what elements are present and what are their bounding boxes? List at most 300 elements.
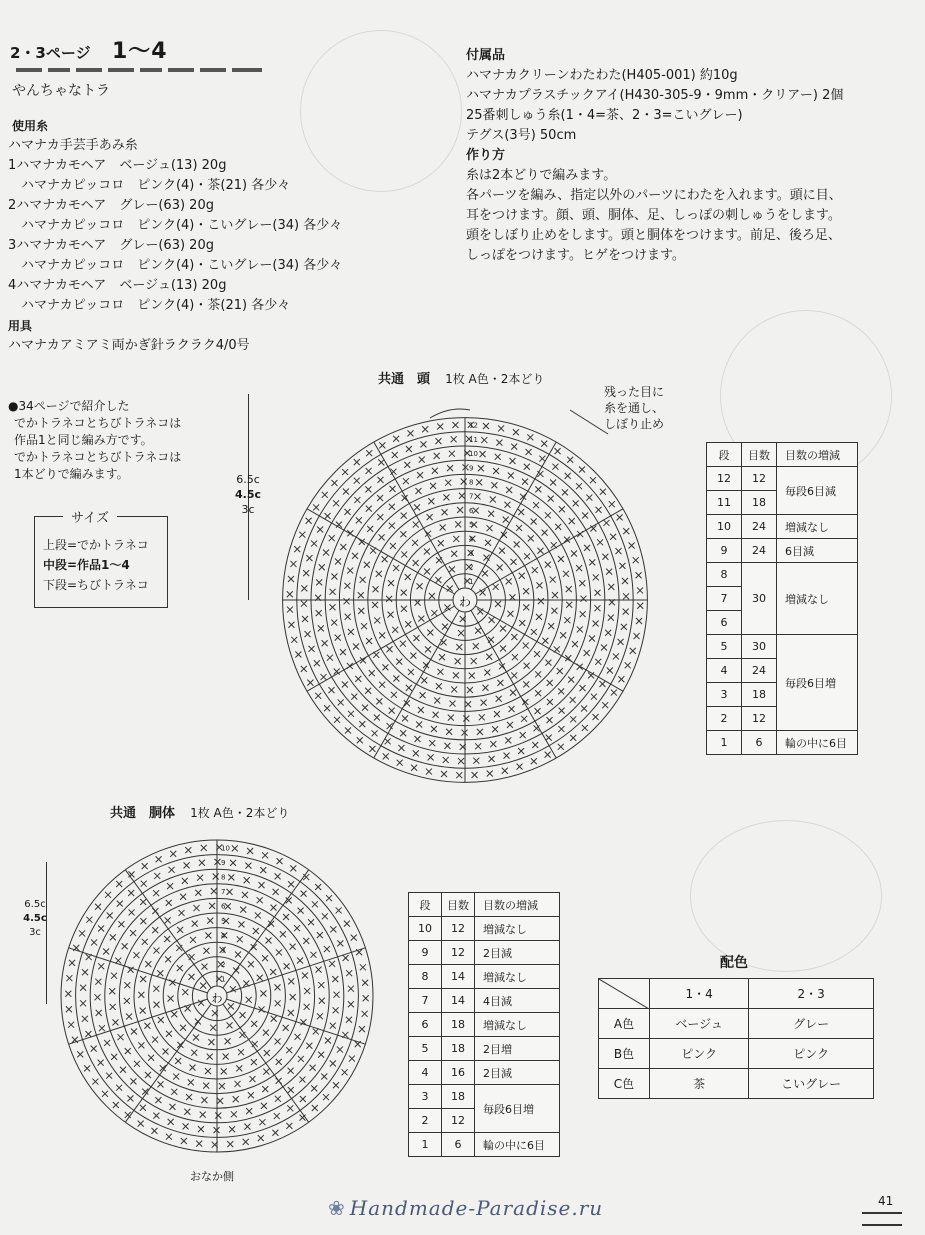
single-crochet-mark — [511, 634, 517, 640]
single-crochet-mark — [332, 976, 338, 982]
single-crochet-mark — [566, 602, 572, 608]
dim-label: 4.5c — [23, 913, 47, 924]
single-crochet-mark — [138, 992, 144, 998]
single-crochet-mark — [266, 938, 272, 944]
single-crochet-mark — [182, 989, 188, 995]
single-crochet-mark — [500, 626, 506, 632]
single-crochet-mark — [528, 535, 534, 541]
single-crochet-mark — [238, 921, 244, 927]
single-crochet-mark — [239, 1032, 245, 1038]
table-header: 段 — [707, 443, 742, 467]
table-cell: 増減なし — [475, 965, 560, 989]
single-crochet-mark — [333, 500, 339, 506]
single-crochet-mark — [570, 735, 576, 741]
single-crochet-mark — [228, 874, 234, 880]
single-crochet-mark — [205, 1068, 211, 1074]
single-crochet-mark — [151, 1128, 157, 1134]
single-crochet-mark — [173, 1074, 179, 1080]
single-crochet-mark — [449, 566, 455, 572]
single-crochet-mark — [317, 932, 323, 938]
single-crochet-mark — [436, 557, 442, 563]
single-crochet-mark — [260, 867, 266, 873]
single-crochet-mark — [366, 468, 372, 474]
single-crochet-mark — [487, 771, 493, 777]
single-crochet-mark — [392, 627, 398, 633]
head-row-table — [706, 442, 858, 755]
table-cell: ベージュ — [650, 1009, 749, 1039]
single-crochet-mark — [576, 565, 582, 571]
single-crochet-mark — [434, 698, 440, 704]
single-crochet-mark — [504, 753, 510, 759]
single-crochet-mark — [496, 440, 502, 446]
single-crochet-mark — [198, 1126, 204, 1132]
single-crochet-mark — [424, 548, 430, 554]
single-crochet-mark — [354, 497, 360, 503]
single-crochet-mark — [611, 690, 617, 696]
row-number-label: 8 — [469, 478, 474, 487]
single-crochet-mark — [118, 1034, 124, 1040]
single-crochet-mark — [406, 685, 412, 691]
single-crochet-mark — [491, 482, 497, 488]
single-crochet-mark — [145, 1072, 151, 1078]
table-header: 2・3 — [749, 979, 874, 1009]
single-crochet-mark — [418, 616, 424, 622]
single-crochet-mark — [552, 592, 558, 598]
row-number-label: 1 — [221, 975, 226, 984]
table-cell: 6 — [409, 1013, 442, 1037]
single-crochet-mark — [552, 464, 558, 470]
table-header: 目数 — [742, 443, 777, 467]
single-crochet-mark — [92, 1079, 98, 1085]
single-crochet-mark — [361, 623, 367, 629]
single-crochet-mark — [531, 758, 537, 764]
single-crochet-mark — [593, 621, 599, 627]
single-crochet-mark — [324, 705, 330, 711]
single-crochet-mark — [511, 672, 517, 678]
row-number-label: 3 — [221, 946, 226, 955]
single-crochet-mark — [276, 1078, 282, 1084]
single-crochet-mark — [534, 651, 540, 657]
single-crochet-mark — [348, 1001, 354, 1007]
body-row-table — [408, 892, 560, 1157]
single-crochet-mark — [356, 517, 362, 523]
single-crochet-mark — [342, 1032, 348, 1038]
single-crochet-mark — [536, 614, 542, 620]
single-crochet-mark — [623, 609, 629, 615]
single-crochet-mark — [459, 493, 465, 499]
single-crochet-mark — [417, 472, 423, 478]
single-crochet-mark — [152, 927, 158, 933]
table-cell: 4 — [409, 1061, 442, 1085]
single-crochet-mark — [366, 450, 372, 456]
single-crochet-mark — [407, 430, 413, 436]
single-crochet-mark — [505, 737, 511, 743]
single-crochet-mark — [527, 434, 533, 440]
single-crochet-mark — [337, 1047, 343, 1053]
single-crochet-mark — [586, 495, 592, 501]
accessories-line: ハマナカプラスチックアイ(H430-305-9・9mm・クリアー) 2個 — [466, 88, 844, 103]
single-crochet-mark — [91, 939, 97, 945]
single-crochet-mark — [313, 504, 319, 510]
single-crochet-mark — [404, 462, 410, 468]
single-crochet-mark — [301, 891, 307, 897]
single-crochet-mark — [106, 1073, 112, 1079]
single-crochet-mark — [79, 930, 85, 936]
table-header: 段 — [409, 893, 442, 917]
single-crochet-mark — [479, 714, 485, 720]
single-crochet-mark — [130, 930, 136, 936]
single-crochet-mark — [558, 556, 564, 562]
single-crochet-mark — [477, 729, 483, 735]
table-cell: 2 — [707, 707, 742, 731]
single-crochet-mark — [299, 532, 305, 538]
single-crochet-mark — [609, 501, 615, 507]
single-crochet-mark — [107, 913, 113, 919]
table-cell: 5 — [707, 635, 742, 659]
single-crochet-mark — [480, 451, 486, 457]
method-heading: 作り方 — [466, 148, 506, 163]
section-line — [475, 606, 623, 691]
single-crochet-mark — [275, 1038, 281, 1044]
single-crochet-mark — [535, 708, 541, 714]
single-crochet-mark — [533, 502, 539, 508]
single-crochet-mark — [538, 598, 544, 604]
single-crochet-mark — [495, 454, 501, 460]
single-crochet-mark — [247, 848, 253, 854]
single-crochet-mark — [329, 604, 335, 610]
single-crochet-mark — [546, 735, 552, 741]
table-cell: 18 — [442, 1037, 475, 1061]
single-crochet-mark — [582, 725, 588, 731]
single-crochet-mark — [294, 925, 300, 931]
single-crochet-mark — [570, 716, 576, 722]
method-line: 糸は2本どりで編みます。 — [466, 168, 617, 183]
single-crochet-mark — [357, 737, 363, 743]
single-crochet-mark — [95, 994, 101, 1000]
materials-line: 3ハマナカモヘア グレー(63) 20g — [8, 238, 214, 253]
single-crochet-mark — [199, 860, 205, 866]
single-crochet-mark — [184, 862, 190, 868]
single-crochet-mark — [126, 1014, 132, 1020]
color-table — [598, 978, 874, 1099]
single-crochet-mark — [295, 652, 301, 658]
single-crochet-mark — [500, 646, 506, 652]
single-crochet-mark — [207, 918, 213, 924]
single-crochet-mark — [431, 610, 437, 616]
single-crochet-mark — [389, 523, 395, 529]
single-crochet-mark — [458, 758, 464, 764]
single-crochet-mark — [405, 621, 411, 627]
row-number-label: 11 — [469, 435, 478, 444]
table-cell: 14 — [442, 965, 475, 989]
single-crochet-mark — [331, 480, 337, 486]
table-cell: 8 — [707, 563, 742, 587]
single-crochet-mark — [429, 593, 435, 599]
table-cell: 18 — [742, 683, 777, 707]
single-crochet-mark — [618, 676, 624, 682]
table-cell: 増減なし — [777, 563, 858, 635]
single-crochet-mark — [167, 883, 173, 889]
single-crochet-mark — [402, 715, 408, 721]
single-crochet-mark — [255, 912, 261, 918]
single-crochet-mark — [413, 560, 419, 566]
single-crochet-mark — [523, 681, 529, 687]
single-crochet-mark — [576, 483, 582, 489]
single-crochet-mark — [175, 1058, 181, 1064]
single-crochet-mark — [481, 700, 487, 706]
single-crochet-mark — [475, 628, 481, 634]
single-crochet-mark — [405, 574, 411, 580]
table-cell: 5 — [409, 1037, 442, 1061]
single-crochet-mark — [548, 623, 554, 629]
single-crochet-mark — [298, 1056, 304, 1062]
single-crochet-mark — [323, 1094, 329, 1100]
single-crochet-mark — [359, 721, 365, 727]
single-crochet-mark — [288, 881, 294, 887]
single-crochet-mark — [274, 984, 280, 990]
single-crochet-mark — [344, 509, 350, 515]
single-crochet-mark — [403, 478, 409, 484]
single-crochet-mark — [156, 856, 162, 862]
table-cell: グレー — [749, 1009, 874, 1039]
table-cell: ピンク — [749, 1039, 874, 1069]
single-crochet-mark — [340, 649, 346, 655]
single-crochet-mark — [379, 534, 385, 540]
single-crochet-mark — [248, 961, 254, 967]
single-crochet-mark — [131, 1028, 137, 1034]
single-crochet-mark — [508, 472, 514, 478]
single-crochet-mark — [579, 580, 585, 586]
single-crochet-mark — [98, 1060, 104, 1066]
single-crochet-mark — [232, 845, 238, 851]
table-cell: 16 — [442, 1061, 475, 1085]
single-crochet-mark — [438, 540, 444, 546]
single-crochet-mark — [494, 711, 500, 717]
single-crochet-mark — [124, 998, 130, 1004]
single-crochet-mark — [547, 680, 553, 686]
body-title-block — [110, 802, 289, 821]
single-crochet-mark — [312, 1105, 318, 1111]
single-crochet-mark — [129, 909, 135, 915]
row-number-label: 4 — [469, 535, 474, 544]
single-crochet-mark — [455, 658, 461, 664]
single-crochet-mark — [388, 612, 394, 618]
single-crochet-mark — [317, 1013, 323, 1019]
single-crochet-mark — [545, 512, 551, 518]
single-crochet-mark — [346, 1017, 352, 1023]
single-crochet-mark — [118, 921, 124, 927]
single-crochet-mark — [400, 641, 406, 647]
single-crochet-mark — [299, 1077, 305, 1083]
single-crochet-mark — [539, 456, 545, 462]
single-crochet-mark — [288, 1068, 294, 1074]
single-crochet-mark — [488, 511, 494, 517]
single-crochet-mark — [582, 512, 588, 518]
single-crochet-mark — [372, 730, 378, 736]
single-crochet-mark — [271, 905, 277, 911]
single-crochet-mark — [630, 648, 636, 654]
single-crochet-mark — [559, 506, 565, 512]
single-crochet-mark — [637, 587, 643, 593]
single-crochet-mark — [443, 494, 449, 500]
section-line — [307, 606, 455, 691]
single-crochet-mark — [275, 1096, 281, 1102]
single-crochet-mark — [189, 954, 195, 960]
single-crochet-mark — [177, 965, 183, 971]
table-cell: 毎段6目増 — [475, 1085, 560, 1133]
single-crochet-mark — [473, 508, 479, 514]
row-number-label: 3 — [469, 549, 474, 558]
single-crochet-mark — [606, 569, 612, 575]
single-crochet-mark — [262, 1086, 268, 1092]
single-crochet-mark — [369, 670, 375, 676]
single-crochet-mark — [188, 1079, 194, 1085]
single-crochet-mark — [203, 1083, 209, 1089]
single-crochet-mark — [213, 874, 219, 880]
row-number-label: 12 — [469, 421, 478, 430]
single-crochet-mark — [322, 492, 328, 498]
single-crochet-mark — [312, 901, 318, 907]
single-crochet-mark — [507, 611, 513, 617]
single-crochet-mark — [360, 577, 366, 583]
single-crochet-mark — [319, 998, 325, 1004]
single-crochet-mark — [439, 654, 445, 660]
single-crochet-mark — [441, 771, 447, 777]
single-crochet-mark — [401, 513, 407, 519]
table-cell: 茶 — [650, 1069, 749, 1099]
single-crochet-mark — [499, 548, 505, 554]
single-crochet-mark — [455, 521, 461, 527]
single-crochet-mark — [362, 980, 368, 986]
single-crochet-mark — [228, 1003, 234, 1009]
single-crochet-mark — [124, 982, 130, 988]
single-crochet-mark — [185, 1006, 191, 1012]
single-crochet-mark — [463, 715, 469, 721]
single-crochet-mark — [509, 706, 515, 712]
single-crochet-mark — [618, 639, 624, 645]
bleed-through-ghost — [690, 820, 882, 972]
single-crochet-mark — [308, 919, 314, 925]
single-crochet-mark — [65, 991, 71, 997]
single-crochet-mark — [262, 955, 268, 961]
single-crochet-mark — [573, 500, 579, 506]
single-crochet-mark — [316, 967, 322, 973]
single-crochet-mark — [95, 904, 101, 910]
single-crochet-mark — [201, 964, 207, 970]
single-crochet-mark — [306, 555, 312, 561]
single-crochet-mark — [475, 743, 481, 749]
single-crochet-mark — [288, 622, 294, 628]
single-crochet-mark — [157, 1081, 163, 1087]
single-crochet-mark — [144, 1023, 150, 1029]
single-crochet-mark — [577, 531, 583, 537]
single-crochet-mark — [434, 453, 440, 459]
single-crochet-mark — [333, 1007, 339, 1013]
single-crochet-mark — [376, 571, 382, 577]
single-crochet-mark — [325, 1038, 331, 1044]
single-crochet-mark — [520, 732, 526, 738]
single-crochet-mark — [336, 907, 342, 913]
single-crochet-mark — [283, 1025, 289, 1031]
size-legend-box — [34, 511, 168, 608]
single-crochet-mark — [629, 542, 635, 548]
single-crochet-mark — [389, 504, 395, 510]
single-crochet-mark — [610, 534, 616, 540]
single-crochet-mark — [169, 1104, 175, 1110]
single-crochet-mark — [164, 936, 170, 942]
row-number-label: 6 — [221, 902, 226, 911]
table-cell: 30 — [742, 563, 777, 635]
single-crochet-mark — [233, 967, 239, 973]
single-crochet-mark — [510, 690, 516, 696]
single-crochet-mark — [542, 638, 548, 644]
single-crochet-mark — [558, 726, 564, 732]
single-crochet-mark — [168, 1119, 174, 1125]
single-crochet-mark — [102, 1091, 108, 1097]
row-number-label: 7 — [221, 888, 226, 897]
single-crochet-mark — [221, 1068, 227, 1074]
single-crochet-mark — [153, 890, 159, 896]
single-crochet-mark — [111, 973, 117, 979]
single-crochet-mark — [246, 1108, 252, 1114]
tools-heading: 用具 — [8, 319, 33, 333]
single-crochet-mark — [316, 610, 322, 616]
single-crochet-mark — [545, 660, 551, 666]
single-crochet-mark — [456, 644, 462, 650]
single-crochet-mark — [524, 553, 530, 559]
single-crochet-mark — [116, 881, 122, 887]
single-crochet-mark — [440, 524, 446, 530]
single-crochet-mark — [596, 507, 602, 513]
single-crochet-mark — [562, 489, 568, 495]
table-cell: 9 — [409, 941, 442, 965]
single-crochet-mark — [488, 637, 494, 643]
single-crochet-mark — [421, 677, 427, 683]
single-crochet-mark — [482, 570, 488, 576]
single-crochet-mark — [306, 1043, 312, 1049]
single-crochet-mark — [593, 714, 599, 720]
single-crochet-mark — [179, 910, 185, 916]
single-crochet-mark — [524, 464, 530, 470]
single-crochet-mark — [86, 917, 92, 923]
single-crochet-mark — [331, 573, 337, 579]
single-crochet-mark — [330, 1023, 336, 1029]
table-cell: 輪の中に6目 — [777, 731, 858, 755]
table-cell: 2目増 — [475, 1037, 560, 1061]
single-crochet-mark — [330, 589, 336, 595]
dim-label: 6.5c — [236, 473, 260, 486]
single-crochet-mark — [176, 945, 182, 951]
single-crochet-mark — [388, 580, 394, 586]
single-crochet-mark — [503, 517, 509, 523]
single-crochet-mark — [169, 867, 175, 873]
single-crochet-mark — [451, 686, 457, 692]
head-title: 共通 頭 — [378, 372, 431, 387]
single-crochet-mark — [211, 888, 217, 894]
single-crochet-mark — [142, 939, 148, 945]
table-cell: 24 — [742, 515, 777, 539]
single-crochet-mark — [138, 1042, 144, 1048]
single-crochet-mark — [531, 518, 537, 524]
accessories-line: テグス(3号) 50cm — [466, 128, 577, 143]
single-crochet-mark — [514, 541, 520, 547]
single-crochet-mark — [304, 1004, 310, 1010]
single-crochet-mark — [467, 687, 473, 693]
single-crochet-mark — [258, 1135, 264, 1141]
single-crochet-mark — [517, 764, 523, 770]
single-crochet-mark — [519, 620, 525, 626]
single-crochet-mark — [398, 745, 404, 751]
